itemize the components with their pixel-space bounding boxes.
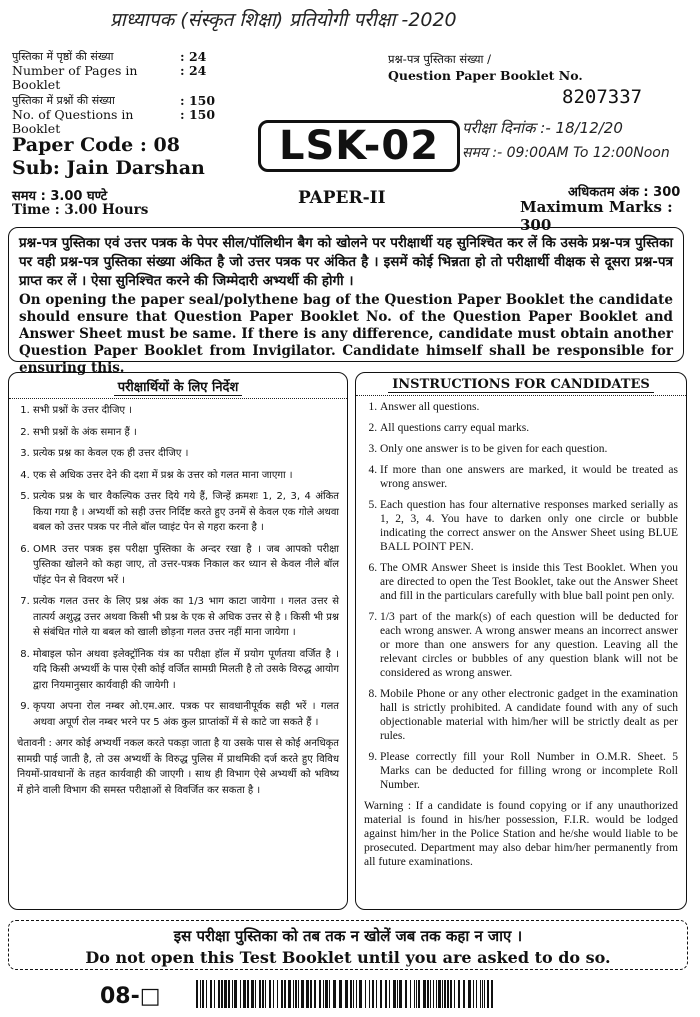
list-item: 1. सभी प्रश्नों के उत्तर दीजिए ।	[33, 403, 339, 419]
dotted-divider	[9, 398, 347, 399]
list-item: 7. 1/3 part of the mark(s) of each question will be deducted for each wrong answer. A wrong answer means an incorrect answer or more than one answers for any question. Leaving all the relevant circles or bubbles of any question blank will not be considered as wrong answer.	[380, 610, 678, 680]
questions-value-en: : 150	[180, 107, 216, 122]
handwritten-exam-time: समय :- 09:00AM To 12:00Noon	[462, 145, 670, 161]
paper-label: PAPER-II	[298, 188, 386, 208]
list-item: 9. कृपया अपना रोल नम्बर ओ.एम.आर. पत्रक पर सावधानीपूर्वक सही भरें । गलत अथवा अपूर्ण रोल नम्बर भरने पर 5 अंक कुल प्राप्तांकों में से काटे जा सकते हैं ।	[33, 699, 339, 730]
list-item: 2. All questions carry equal marks.	[380, 421, 678, 435]
handwritten-exam-title: प्राध्यापक (संस्कृत शिक्षा) प्रतियोगी परीक्षा -2020	[110, 9, 457, 31]
list-item: 4. If more than one answers are marked, it would be treated as wrong answer.	[380, 463, 678, 491]
footer-english: Do not open this Test Booklet until you are asked to do so.	[85, 948, 611, 967]
barcode-bar	[484, 980, 485, 1008]
notice-box	[8, 227, 684, 376]
pages-value-en: : 24	[180, 63, 207, 78]
list-item: 4. एक से अधिक उत्तर देने की दशा में प्रश्न के उत्तर को गलत माना जाएगा ।	[33, 468, 339, 484]
booklet-no-label-hi: प्रश्न-पत्र पुस्तिका संख्या /	[388, 52, 492, 66]
barcode-bar	[273, 980, 274, 1008]
time-hi: समय : 3.00 घण्टे	[12, 189, 108, 204]
barcode-bar	[277, 980, 278, 1008]
barcode-bar	[359, 980, 362, 1008]
list-item: 6. OMR उत्तर पत्रक इस परीक्षा पुस्तिका के अन्दर रखा है । जब आपको परीक्षा पुस्तिका खोलने को कहा जाए, तो उत्तर-पत्रक निकाल कर ध्यान से केवल नीले बॉल पॉइंट पेन से विवरण भरें ।	[33, 542, 339, 589]
barcode-bar	[333, 980, 336, 1008]
barcode-bar	[442, 980, 443, 1008]
barcode-bar	[218, 980, 220, 1008]
barcode-bar	[450, 980, 452, 1008]
booklet-no-label-en: Question Paper Booklet No.	[388, 68, 583, 83]
barcode-bar	[232, 980, 233, 1008]
barcode-bar	[480, 980, 481, 1008]
barcode-bar	[414, 980, 415, 1008]
list-item: 8. मोबाइल फोन अथवा इलेक्ट्रॉनिक यंत्र का परीक्षा हॉल में प्रयोग पूर्णतया वर्जित है । यदि किसी अभ्यर्थी के पास ऐसी कोई वर्जित सामग्री मिलती है तो उसके विरुद्ध आयोग द्वारा नियमानुसार कार्यवाही की जायेगी ।	[33, 647, 339, 694]
warning-english: Warning : If a candidate is found copying or if any unauthorized material is found in his/her possession, F.I.R. would be lodged against him/her in the Police Station and he/she would liable to be prosecuted. Department may also debar him/her permanently from all future examinations.	[364, 800, 678, 868]
barcode-bar	[380, 980, 382, 1008]
barcode-bar	[473, 980, 474, 1008]
barcode-bar	[255, 980, 256, 1008]
lsk-code-box: LSK-02	[258, 120, 460, 172]
list-item: 6. The OMR Answer Sheet is inside this Test Booklet. When you are directed to open the Test Booklet, take out the Answer Sheet and fill in the particulars carefully with blue ball point pen only.	[380, 561, 678, 603]
barcode-bar	[281, 980, 283, 1008]
instructions-english-list	[364, 400, 678, 792]
barcode-bar	[269, 980, 271, 1008]
max-marks-en: Maximum Marks : 300	[520, 198, 673, 234]
barcode-bar	[196, 980, 198, 1008]
list-item: 5. प्रत्येक प्रश्न के चार वैकल्पिक उत्तर दिये गये हैं, जिन्हें क्रमशः 1, 2, 3, 4 अंकित किया गया है । अभ्यर्थी को सही उत्तर निर्दिष्ट करते हुए उनमें से केवल एक गोले अथवा बबल को उत्तर पत्रक पर नीले बॉल प्वाइंट पेन से गहरा करना है ।	[33, 489, 339, 536]
barcode-bar	[206, 980, 207, 1008]
subject: Sub: Jain Darshan	[12, 157, 205, 179]
barcode-bar	[350, 980, 352, 1008]
pages-value: : 24	[180, 49, 207, 64]
time-en: Time : 3.00 Hours	[12, 202, 149, 218]
max-marks-hi: अधिकतम अंक : 300	[568, 185, 681, 200]
questions-value: : 150	[180, 93, 216, 108]
barcode-bar	[301, 980, 304, 1008]
list-item: 3. प्रत्येक प्रश्न का केवल एक ही उत्तर दीजिए ।	[33, 446, 339, 462]
barcode-bar	[288, 980, 291, 1008]
barcode-bar	[436, 980, 437, 1008]
list-item: 7. प्रत्येक गलत उत्तर के लिए प्रश्न अंक का 1/3 भाग काटा जायेगा । गलत उत्तर से तात्पर्य अशुद्ध उत्तर अथवा किसी भी प्रश्न के एक से अधिक उत्तर से है । किसी भी प्रश्न से संबंधित गोले या बबल को खाली छोड़ना गलत उत्तर नहीं माना जायेगा ।	[33, 594, 339, 641]
questions-label-en: No. of Questions in Booklet	[12, 107, 134, 136]
barcode-bar	[385, 980, 387, 1008]
booklet-number: 8207337	[562, 86, 643, 108]
pages-label-hi: पुस्तिका में पृष्ठों की संख्या	[12, 50, 114, 63]
barcode-bar	[482, 980, 483, 1008]
barcode-bar	[221, 980, 223, 1008]
instructions-hindi-list	[17, 403, 339, 730]
barcode-bar	[438, 980, 441, 1008]
barcode-bar	[329, 980, 330, 1008]
barcode-bar	[234, 980, 237, 1008]
barcode-bar	[376, 980, 377, 1008]
barcode-bar	[356, 980, 357, 1008]
instructions-hindi-panel	[8, 372, 348, 910]
barcode-bar	[293, 980, 294, 1008]
barcode-bar	[265, 980, 266, 1008]
barcode-bar	[491, 980, 493, 1008]
barcode-bar	[247, 980, 249, 1008]
barcode-bar	[240, 980, 241, 1008]
barcode-bar	[353, 980, 354, 1008]
barcode-bar	[389, 980, 390, 1008]
warning-hindi: चेतावनी : अगर कोई अभ्यर्थी नकल करते पकड़ा जाता है या उसके पास से कोई अनधिकृत सामग्री पाई जाती है, तो उस अभ्यर्थी के विरुद्ध पुलिस में प्राथमिकी दर्ज करते हुए विविध नियमों-प्रावधानों के तहत कार्यवाही की जाएगी । साथ ही विभाग ऐसे अभ्यर्थी को भविष्य में होने वाली विभाग की समस्त परीक्षाओं से विवर्जित कर सकता है ।	[17, 738, 339, 796]
barcode-bar	[487, 980, 489, 1008]
barcode-bar	[259, 980, 261, 1008]
barcode-icon	[196, 980, 496, 1008]
barcode-bar	[454, 980, 455, 1008]
list-item: 9. Please correctly fill your Roll Number in O.M.R. Sheet. 5 Marks can be deducted for filling wrong or incomplete Roll Number.	[380, 750, 678, 792]
handwritten-exam-date: परीक्षा दिनांक :- 18/12/20	[462, 119, 623, 137]
questions-label-hi: पुस्तिका में प्रश्नों की संख्या	[12, 94, 115, 107]
barcode-bar	[339, 980, 342, 1008]
barcode-bar	[416, 980, 417, 1008]
barcode-bar	[369, 980, 370, 1008]
barcode-bar	[224, 980, 227, 1008]
barcode-bar	[243, 980, 246, 1008]
barcode-bar	[463, 980, 465, 1008]
barcode-bar	[345, 980, 348, 1008]
barcode-bar	[200, 980, 201, 1008]
barcode-bar	[433, 980, 434, 1008]
barcode-bar	[447, 980, 449, 1008]
instructions-english-panel	[355, 372, 687, 910]
barcode-bar	[393, 980, 396, 1008]
instructions-english-title-text: INSTRUCTIONS FOR CANDIDATES	[388, 377, 654, 393]
instructions-hindi-title	[17, 377, 339, 395]
instructions-hindi-title-text: परीक्षार्थियों के लिए निर्देश	[114, 380, 243, 396]
instructions-english-title	[364, 377, 678, 392]
barcode-bar	[405, 980, 407, 1008]
barcode-bar	[298, 980, 299, 1008]
barcode-bar	[284, 980, 286, 1008]
barcode-bar	[468, 980, 471, 1008]
barcode-bar	[476, 980, 477, 1008]
barcode-bar	[325, 980, 328, 1008]
bottom-code: 08-□	[100, 984, 161, 1009]
list-item: 3. Only one answer is to be given for each question.	[380, 442, 678, 456]
barcode-bar	[214, 980, 215, 1008]
pages-label-en: Number of Pages in Booklet	[12, 63, 138, 92]
barcode-bar	[319, 980, 321, 1008]
barcode-bar	[262, 980, 264, 1008]
barcode-bar	[372, 980, 374, 1008]
barcode-bar	[458, 980, 460, 1008]
notice-hindi: प्रश्न-पत्र पुस्तिका एवं उत्तर पत्रक के पेपर सील/पॉलिथीन बैग को खोलने पर परीक्षार्थी यह सुनिश्चित कर लें कि उसके प्रश्न-पत्र पुस्तिका पर वही प्रश्न-पत्र पुस्तिका संख्या अंकित है जो उत्तर पत्रक पर अंकित है । इसमें कोई भिन्नता हो तो परीक्षार्थी वीक्षक से दूसरा प्रश्न-पत्र प्राप्त कर लें । ऐसा सुनिश्चित करने की जिम्मेदारी अभ्यर्थी की होगी ।	[19, 235, 673, 289]
barcode-bar	[397, 980, 398, 1008]
notice-english: On opening the paper seal/polythene bag of the Question Paper Booklet the candidate should ensure that Question Paper Booklet No. of the Question Paper Booklet and Answer Sheet must be same. If there is any difference, candidate must obtain another Question Paper Booklet from Invigilator. Candidate himself shall be responsible for ensuring this.	[19, 292, 673, 376]
questions-info	[12, 94, 232, 136]
do-not-open-box	[8, 920, 688, 970]
barcode-bar	[418, 980, 420, 1008]
barcode-bar	[430, 980, 431, 1008]
barcode-bar	[310, 980, 312, 1008]
footer-hindi: इस परीक्षा पुस्तिका को तब तक न खोलें जब तक कहा न जाए ।	[173, 927, 523, 945]
list-item: 2. सभी प्रश्नों के अंक समान हैं ।	[33, 425, 339, 441]
barcode-bar	[323, 980, 324, 1008]
barcode-bar	[365, 980, 366, 1008]
barcode-bar	[202, 980, 204, 1008]
list-item: 1. Answer all questions.	[380, 400, 678, 414]
barcode-bar	[410, 980, 411, 1008]
barcode-bar	[444, 980, 446, 1008]
barcode-bar	[427, 980, 429, 1008]
barcode-bar	[423, 980, 426, 1008]
barcode-bar	[210, 980, 212, 1008]
list-item: 5. Each question has four alternative responses marked serially as 1, 2, 3, 4. You have to darken only one circle or bubble indicating the correct answer on the Answer Sheet using BLUE BALL POINT PEN.	[380, 498, 678, 554]
barcode-bar	[228, 980, 230, 1008]
barcode-bar	[306, 980, 309, 1008]
list-item: 8. Mobile Phone or any other electronic gadget in the examination hall is strictly prohibited. A candidate found with any of such objectionable material with him/her will be strictly dealt as per rules.	[380, 687, 678, 743]
barcode-bar	[314, 980, 316, 1008]
dotted-divider	[356, 395, 686, 396]
barcode-bar	[295, 980, 297, 1008]
barcode-bar	[399, 980, 402, 1008]
paper-code: Paper Code : 08	[12, 134, 180, 156]
pages-info	[12, 50, 232, 92]
barcode-bar	[251, 980, 254, 1008]
